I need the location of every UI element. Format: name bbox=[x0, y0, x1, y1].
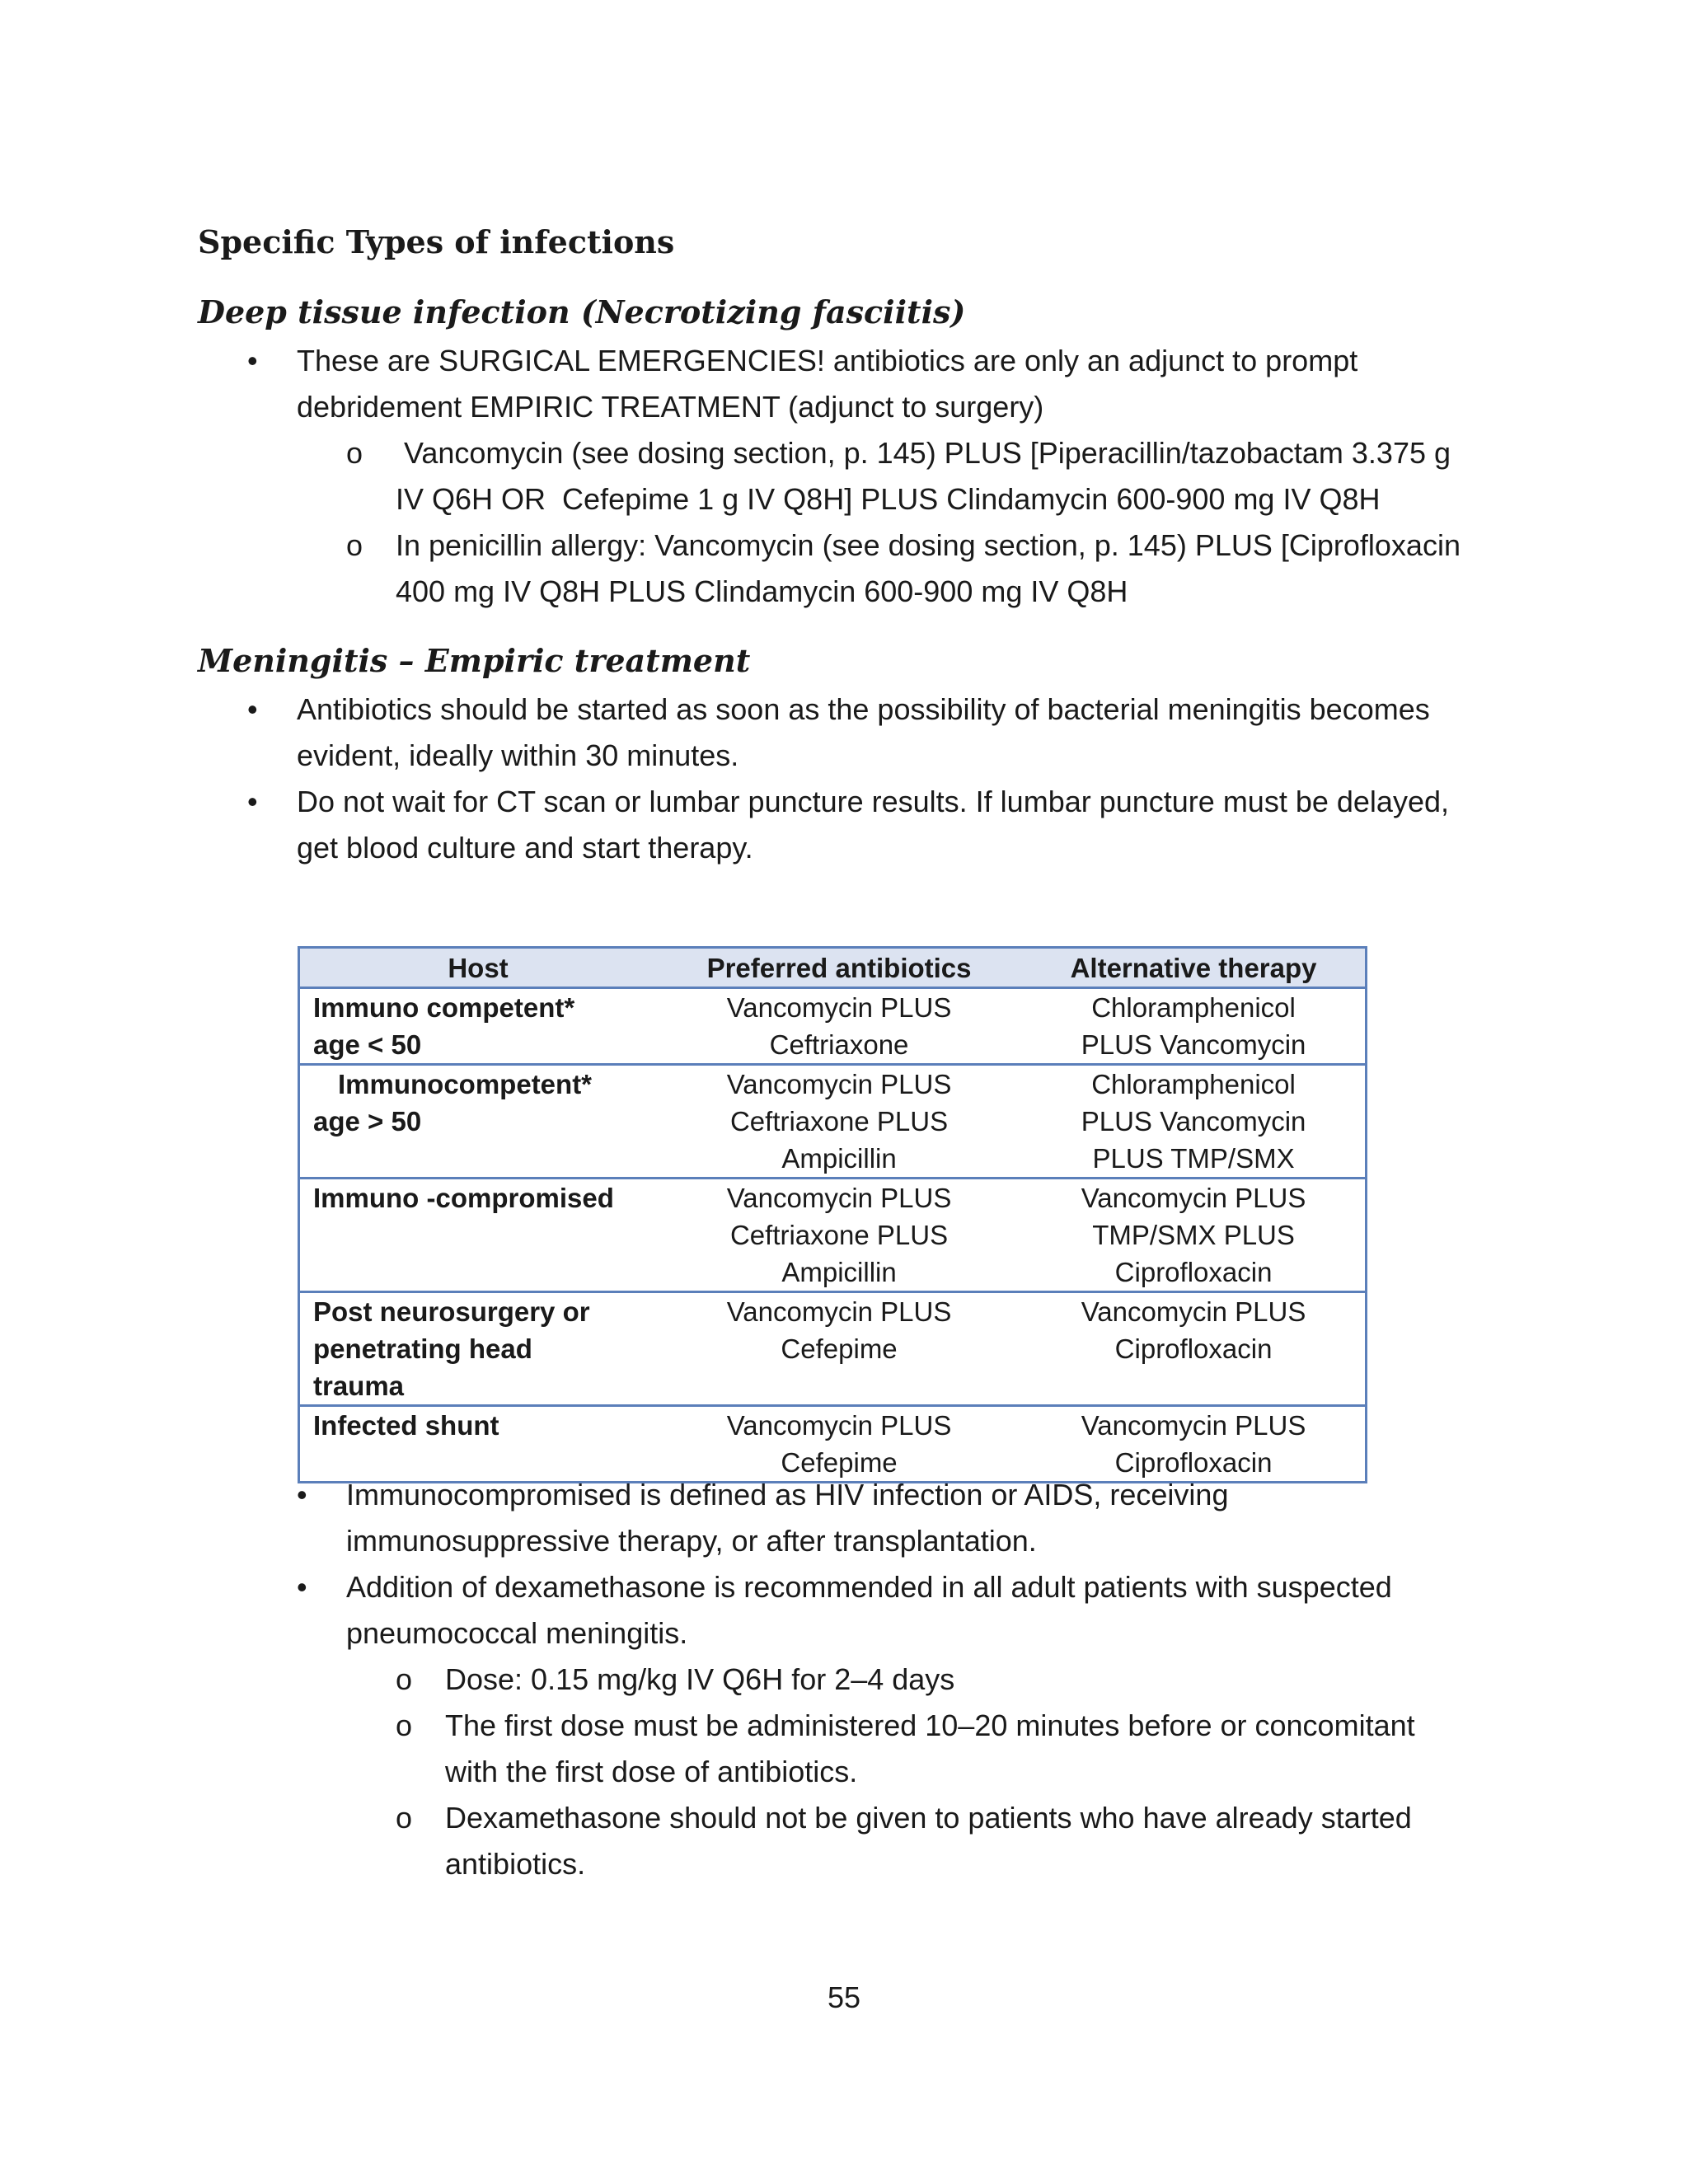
alternative-cell bbox=[1022, 988, 1366, 1065]
text-line: pneumococcal meningitis. bbox=[346, 1616, 688, 1650]
list-item bbox=[297, 1472, 1500, 1564]
cell-line: Ceftriaxone PLUS bbox=[729, 1106, 949, 1137]
cell-line: Cefepime bbox=[781, 1333, 898, 1364]
text-line: Vancomycin (see dosing section, p. 145) PLUS [Piperacillin/tazobactam 3.375 g bbox=[396, 436, 1451, 470]
text-line: IV Q6H OR Cefepime 1 g IV Q8H] PLUS Clindamycin 600-900 mg IV Q8H bbox=[396, 482, 1381, 516]
cell-line: Ciprofloxacin bbox=[1114, 1257, 1273, 1287]
host-cell bbox=[299, 988, 657, 1065]
cell-line: Infected shunt bbox=[313, 1410, 499, 1441]
table-row bbox=[299, 1065, 1367, 1179]
cell-line: PLUS Vancomycin bbox=[1081, 1106, 1306, 1137]
table-header-row bbox=[299, 948, 1367, 988]
cell-line: Immuno competent* bbox=[313, 992, 575, 1023]
text-line: Do not wait for CT scan or lumbar puncture results. If lumbar puncture must be delayed, bbox=[297, 785, 1449, 818]
cell-line: Chloramphenicol bbox=[1091, 1069, 1296, 1099]
cell-line: PLUS TMP/SMX bbox=[1092, 1143, 1295, 1174]
cell-line: Ciprofloxacin bbox=[1114, 1333, 1273, 1364]
text-line: get blood culture and start therapy. bbox=[297, 831, 753, 865]
column-header-alternative: Alternative therapy bbox=[1022, 948, 1366, 988]
section-title: Specific Types of infections bbox=[198, 223, 675, 260]
text-line: Antibiotics should be started as soon as the possibility of bacterial meningitis becomes bbox=[297, 692, 1430, 726]
page-number: 55 bbox=[827, 1980, 861, 2014]
cell-line: Vancomycin PLUS bbox=[726, 992, 952, 1023]
column-header-preferred: Preferred antibiotics bbox=[656, 948, 1022, 988]
sub-list-item bbox=[346, 523, 1500, 615]
bullet-icon: • bbox=[297, 1478, 307, 1511]
alternative-cell bbox=[1022, 1065, 1366, 1179]
preferred-cell bbox=[656, 1292, 1022, 1406]
text-line: Dexamethasone should not be given to patients who have already started bbox=[445, 1801, 1412, 1835]
cell-line: age > 50 bbox=[313, 1106, 422, 1137]
preferred-cell bbox=[656, 1179, 1022, 1292]
text-line: The first dose must be administered 10–20 minutes before or concomitant bbox=[445, 1708, 1415, 1742]
sub-bullet-icon: o bbox=[396, 1708, 413, 1742]
bullet-icon: • bbox=[247, 785, 258, 818]
table-row bbox=[299, 1179, 1367, 1292]
host-cell bbox=[299, 1065, 657, 1179]
cell-line: Vancomycin PLUS bbox=[1081, 1183, 1306, 1213]
cell-line: Vancomycin PLUS bbox=[726, 1410, 952, 1441]
preferred-cell bbox=[656, 988, 1022, 1065]
bullet-icon: • bbox=[247, 692, 258, 726]
list-item bbox=[247, 687, 1500, 779]
sub-bullet-icon: o bbox=[396, 1801, 413, 1835]
sub-list-item bbox=[396, 1703, 1500, 1795]
cell-line: Vancomycin PLUS bbox=[1081, 1296, 1306, 1327]
sub-list-item bbox=[346, 430, 1500, 523]
table-row bbox=[299, 1406, 1367, 1483]
deep-tissue-heading: Deep tissue infection (Necrotizing fasciitis) bbox=[198, 293, 966, 330]
cell-line: age < 50 bbox=[313, 1029, 422, 1060]
host-cell bbox=[299, 1292, 657, 1406]
host-cell bbox=[299, 1179, 657, 1292]
preferred-cell bbox=[656, 1406, 1022, 1483]
list-item bbox=[297, 1564, 1500, 1657]
text-line: Dose: 0.15 mg/kg IV Q6H for 2–4 days bbox=[445, 1662, 955, 1696]
text-line: These are SURGICAL EMERGENCIES! antibiotics are only an adjunct to prompt bbox=[297, 344, 1358, 377]
host-cell bbox=[299, 1406, 657, 1483]
cell-line: Immuno -compromised bbox=[313, 1183, 614, 1213]
cell-line: Cefepime bbox=[781, 1447, 898, 1478]
text-line: Addition of dexamethasone is recommended in all adult patients with suspected bbox=[346, 1570, 1392, 1604]
text-line: 400 mg IV Q8H PLUS Clindamycin 600-900 mg IV Q8H bbox=[396, 574, 1128, 608]
text-line: debridement EMPIRIC TREATMENT (adjunct to surgery) bbox=[297, 390, 1044, 424]
sub-bullet-icon: o bbox=[346, 528, 363, 562]
cell-line: Ceftriaxone bbox=[769, 1029, 909, 1060]
text-line: Immunocompromised is defined as HIV infection or AIDS, receiving bbox=[346, 1478, 1229, 1511]
cell-line: Chloramphenicol bbox=[1091, 992, 1296, 1023]
alternative-cell bbox=[1022, 1179, 1366, 1292]
sub-list-item bbox=[396, 1795, 1500, 1887]
meningitis-treatment-table bbox=[298, 946, 1367, 1483]
cell-line: PLUS Vancomycin bbox=[1081, 1029, 1306, 1060]
sub-bullet-icon: o bbox=[396, 1662, 413, 1696]
cell-line: Ciprofloxacin bbox=[1114, 1447, 1273, 1478]
text-line: immunosuppressive therapy, or after transplantation. bbox=[346, 1524, 1037, 1558]
meningitis-table-wrapper bbox=[298, 946, 1367, 1483]
table-row bbox=[299, 1292, 1367, 1406]
text-line: evident, ideally within 30 minutes. bbox=[297, 738, 739, 772]
meningitis-notes bbox=[297, 1472, 1500, 1887]
cell-line: Vancomycin PLUS bbox=[1081, 1410, 1306, 1441]
text-line: with the first dose of antibiotics. bbox=[445, 1755, 858, 1788]
cell-line: Vancomycin PLUS bbox=[726, 1183, 952, 1213]
meningitis-heading: Meningitis – Empiric treatment bbox=[198, 642, 751, 679]
cell-line: Ampicillin bbox=[781, 1143, 897, 1174]
sub-list-item bbox=[396, 1657, 1500, 1703]
cell-line: Vancomycin PLUS bbox=[726, 1069, 952, 1099]
deep-tissue-bullets bbox=[247, 338, 1500, 615]
bullet-icon: • bbox=[247, 344, 258, 377]
list-item bbox=[247, 338, 1500, 430]
cell-line: Post neurosurgery or bbox=[313, 1296, 590, 1327]
table-row bbox=[299, 988, 1367, 1065]
cell-line: Vancomycin PLUS bbox=[726, 1296, 952, 1327]
cell-line: penetrating head bbox=[313, 1333, 532, 1364]
alternative-cell bbox=[1022, 1406, 1366, 1483]
cell-line: Ampicillin bbox=[781, 1257, 897, 1287]
cell-line: TMP/SMX PLUS bbox=[1092, 1220, 1295, 1250]
alternative-cell bbox=[1022, 1292, 1366, 1406]
text-line: antibiotics. bbox=[445, 1847, 586, 1881]
bullet-icon: • bbox=[297, 1570, 307, 1604]
column-header-host: Host bbox=[299, 948, 657, 988]
cell-line: Immunocompetent* bbox=[338, 1069, 593, 1099]
cell-line: Ceftriaxone PLUS bbox=[729, 1220, 949, 1250]
preferred-cell bbox=[656, 1065, 1022, 1179]
list-item bbox=[247, 779, 1500, 871]
sub-bullet-icon: o bbox=[346, 436, 363, 470]
cell-line: trauma bbox=[313, 1371, 405, 1401]
text-line: In penicillin allergy: Vancomycin (see dosing section, p. 145) PLUS [Ciprofloxacin bbox=[396, 528, 1461, 562]
meningitis-bullets bbox=[247, 687, 1500, 871]
